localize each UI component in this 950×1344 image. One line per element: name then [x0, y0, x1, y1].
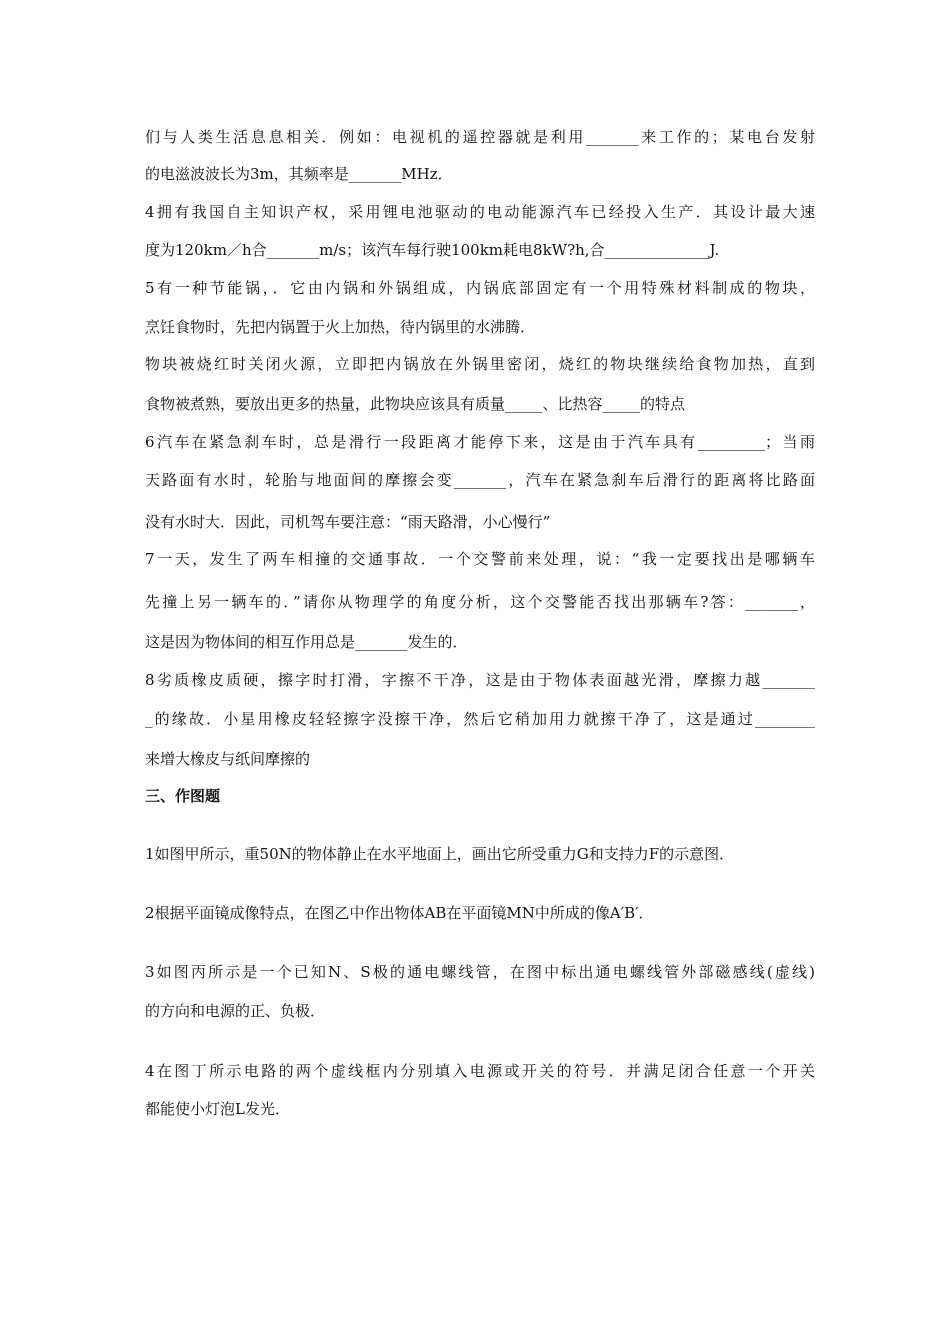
text-line: 8劣质橡皮质硬，擦字时打滑，字擦不干净，这是由于物体表面越光滑，摩擦力越_______ — [145, 671, 815, 689]
section-heading: 三、作图题 — [145, 787, 221, 805]
text-line: 物块被烧红时关闭火源，立即把内锅放在外锅里密闭，烧红的物块继续给食物加热，直到 — [145, 355, 815, 373]
text-line: 度为120km／h合_______m/s；该汽车每行驶100km耗电8kW?h,合______________J. — [145, 241, 720, 259]
text-line: 没有水时大．因此，司机驾车要注意：“雨天路滑，小心慢行” — [145, 513, 551, 531]
question-text: 都能使小灯泡L发光． — [145, 1100, 290, 1118]
text-line: _的缘故．小星用橡皮轻轻擦字没擦干净，然后它稍加用力就擦干净了，这是通过________ — [145, 710, 815, 728]
text-line: 5有一种节能锅，．它由内锅和外锅组成，内锅底部固定有一个用特殊材料制成的物块， — [145, 279, 815, 297]
text-line: 天路面有水时，轮胎与地面间的摩擦会变_______，汽车在紧急刹车后滑行的距离将比路面 — [145, 471, 815, 489]
question-text: 1如图甲所示，重50N的物体静止在水平地面上，画出它所受重力G和支持力F的示意图． — [145, 845, 735, 863]
question-text: 4在图丁所示电路的两个虚线框内分别填入电源或开关的符号．并满足闭合任意一个开关 — [145, 1062, 815, 1080]
text-line: 食物被煮熟，要放出更多的热量，此物块应该具有质量_____、比热容_____的特点 — [145, 395, 686, 413]
text-line: 7一天，发生了两车相撞的交通事故．一个交警前来处理，说：“我一定要找出是哪辆车 — [145, 550, 815, 568]
question-text: 2根据平面镜成像特点，在图乙中作出物体AB在平面镜MN中所成的像A′B′． — [145, 904, 654, 922]
text-line: 们与人类生活息息相关．例如：电视机的遥控器就是利用_______来工作的；某电台发射 — [145, 128, 815, 146]
text-line: 4拥有我国自主知识产权，采用锂电池驱动的电动能源汽车已经投入生产．其设计最大速 — [145, 203, 815, 221]
text-line: 来增大橡皮与纸间摩擦的 — [145, 750, 311, 768]
text-line: 6汽车在紧急刹车时，总是滑行一段距离才能停下来，这是由于汽车具有_________；当雨 — [145, 433, 815, 451]
question-text: 的方向和电源的正、负极． — [145, 1002, 326, 1020]
text-line: 的电滋波波长为3m，其频率是_______MHz． — [145, 165, 453, 183]
text-line: 这是因为物体间的相互作用总是_______发生的． — [145, 633, 468, 651]
text-line: 烹饪食物时，先把内锅置于火上加热，待内锅里的水沸腾． — [145, 318, 536, 336]
text-line: 先撞上另一辆车的．”请你从物理学的角度分析，这个交警能否找出那辆车?答：_______， — [145, 593, 815, 611]
question-text: 3如图丙所示是一个已知N、S极的通电螺线管，在图中标出通电螺线管外部磁感线(虚线) — [145, 963, 815, 981]
